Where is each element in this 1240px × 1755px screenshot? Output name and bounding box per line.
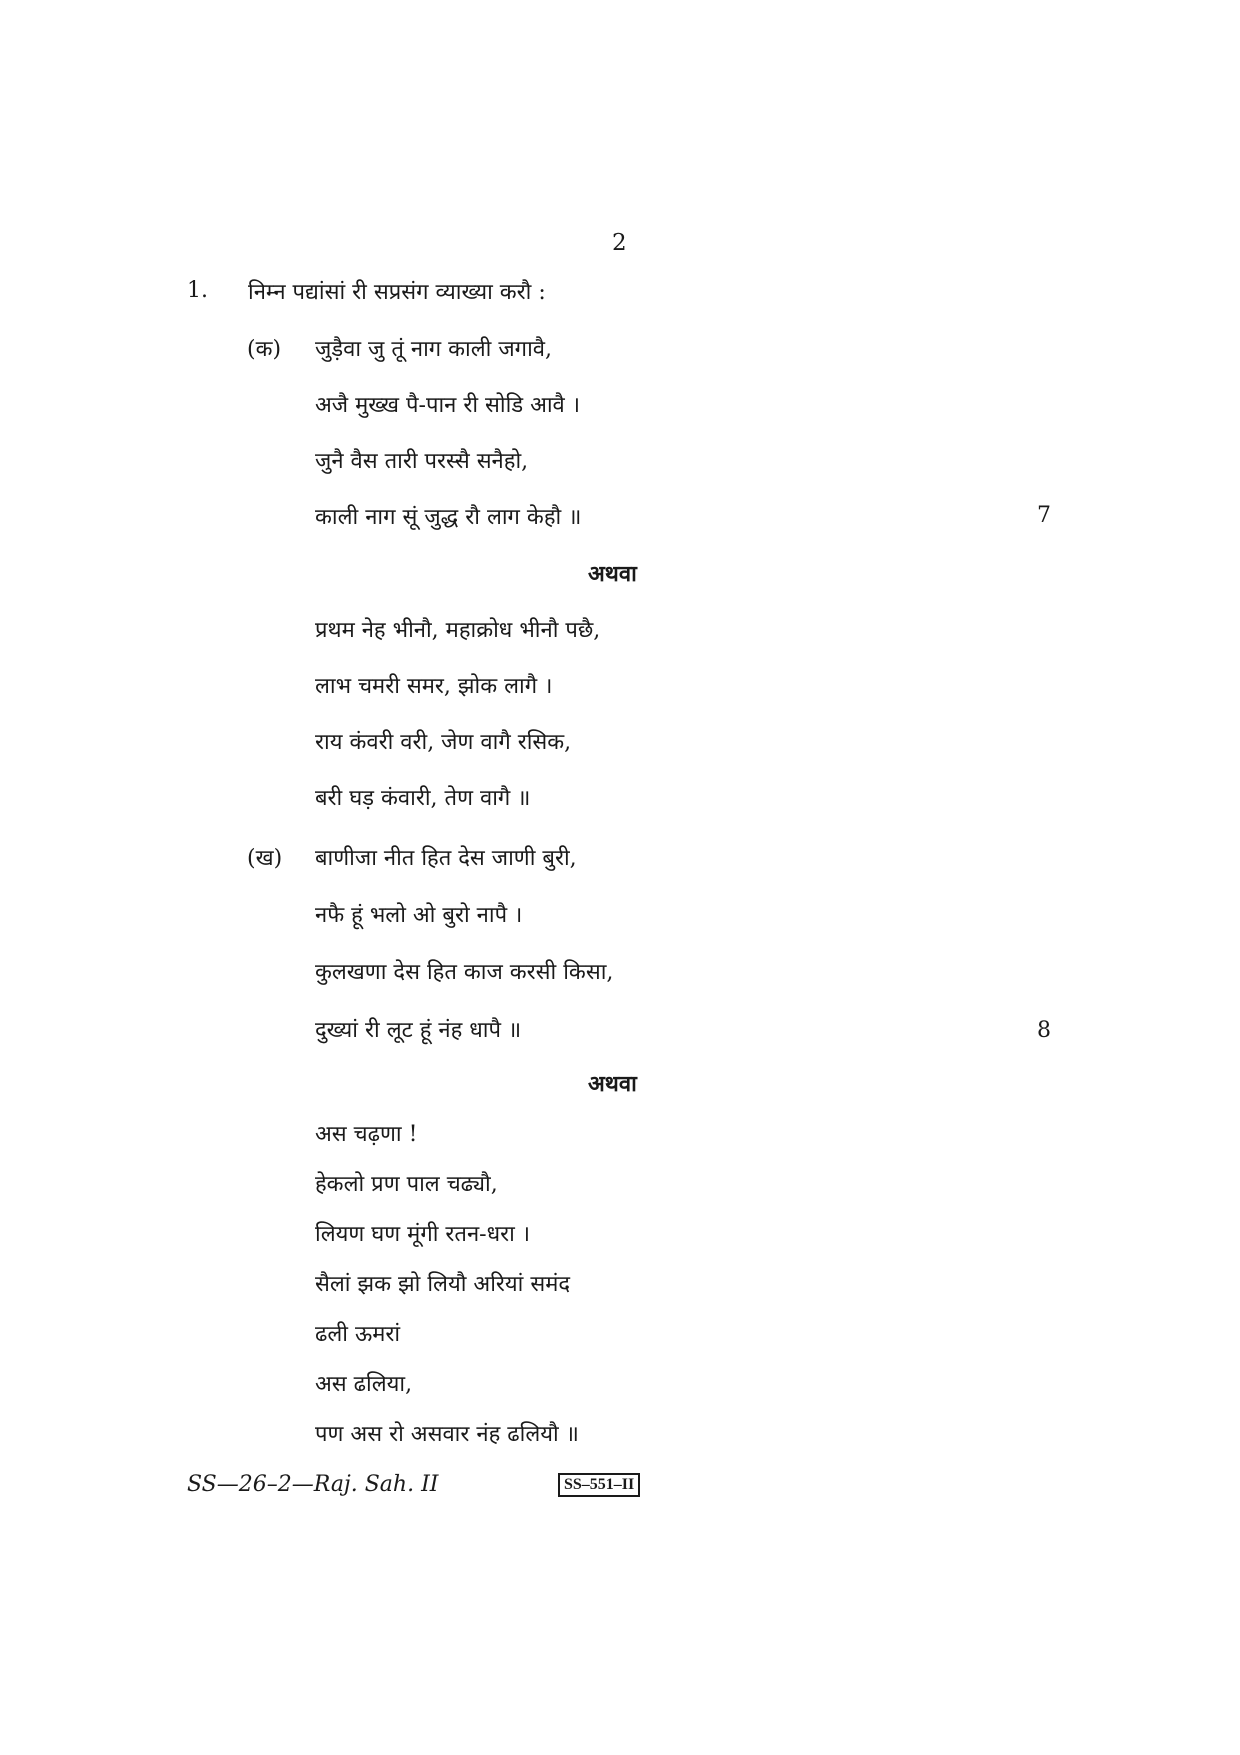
part-a-line-2: अजै मुख्ख पै-पान री सोडि आवै । bbox=[315, 393, 581, 418]
part-a-line-4: काली नाग सूं जुद्ध रौ लाग केहौ ॥ bbox=[315, 505, 582, 530]
part-b-alt-line-3: लियण घण मूंगी रतन-धरा । bbox=[315, 1222, 531, 1247]
part-b-marks: 8 bbox=[1037, 1018, 1051, 1043]
part-b-or-heading: अथवा bbox=[588, 1071, 637, 1097]
part-b-line-3: कुलखणा देस हित काज करसी किसा, bbox=[315, 960, 614, 985]
part-b-alt-line-7: पण अस रो असवार नंह ढलियौ ॥ bbox=[315, 1422, 579, 1447]
part-a-alt-line-2: लाभ चमरी समर, झोक लागै । bbox=[315, 674, 553, 699]
part-b-alt-line-6: अस ढलिया, bbox=[315, 1372, 413, 1397]
part-a-label: (क) bbox=[247, 337, 282, 362]
footer-paper-code: SS—26–2—Raj. Sah. II bbox=[187, 1472, 439, 1497]
part-a-line-3: जुनै वैस तारी परस्सै सनैहो, bbox=[315, 449, 529, 474]
part-b-alt-line-4: सैलां झक झो लियौ अरियां समंद bbox=[315, 1272, 571, 1297]
part-a-alt-line-3: राय कंवरी वरी, जेण वागै रसिक, bbox=[315, 730, 572, 755]
part-b-line-1: बाणीजा नीत हित देस जाणी बुरी, bbox=[315, 846, 577, 871]
part-b-alt-line-2: हेकलो प्रण पाल चढ्यौ, bbox=[315, 1172, 498, 1197]
part-b-line-2: नफै हूं भलो ओ बुरो नापै । bbox=[315, 903, 523, 928]
part-b-line-4: दुख्यां री लूट हूं नंह धापै ॥ bbox=[315, 1018, 522, 1043]
part-a-marks: 7 bbox=[1037, 503, 1051, 528]
question-number: 1. bbox=[187, 278, 208, 303]
part-b-label: (ख) bbox=[247, 846, 283, 871]
part-a-alt-line-1: प्रथम नेह भीनौ, महाक्रोध भीनौ पछै, bbox=[315, 618, 601, 643]
part-a-line-1: जुड़ैवा जु तूं नाग काली जगावै, bbox=[315, 337, 552, 362]
part-b-alt-line-5: ढली ऊमरां bbox=[315, 1322, 401, 1347]
footer-paper-id-box: SS–551–II bbox=[558, 1473, 640, 1497]
part-a-or-heading: अथवा bbox=[588, 561, 637, 587]
page-number: 2 bbox=[612, 230, 627, 256]
part-a-alt-line-4: बरी घड़ कंवारी, तेण वागै ॥ bbox=[315, 786, 531, 811]
part-b-alt-line-1: अस चढ़णा ! bbox=[315, 1122, 418, 1147]
question-instruction: निम्न पद्यांसां री सप्रसंग व्याख्या करौ : bbox=[248, 280, 546, 305]
